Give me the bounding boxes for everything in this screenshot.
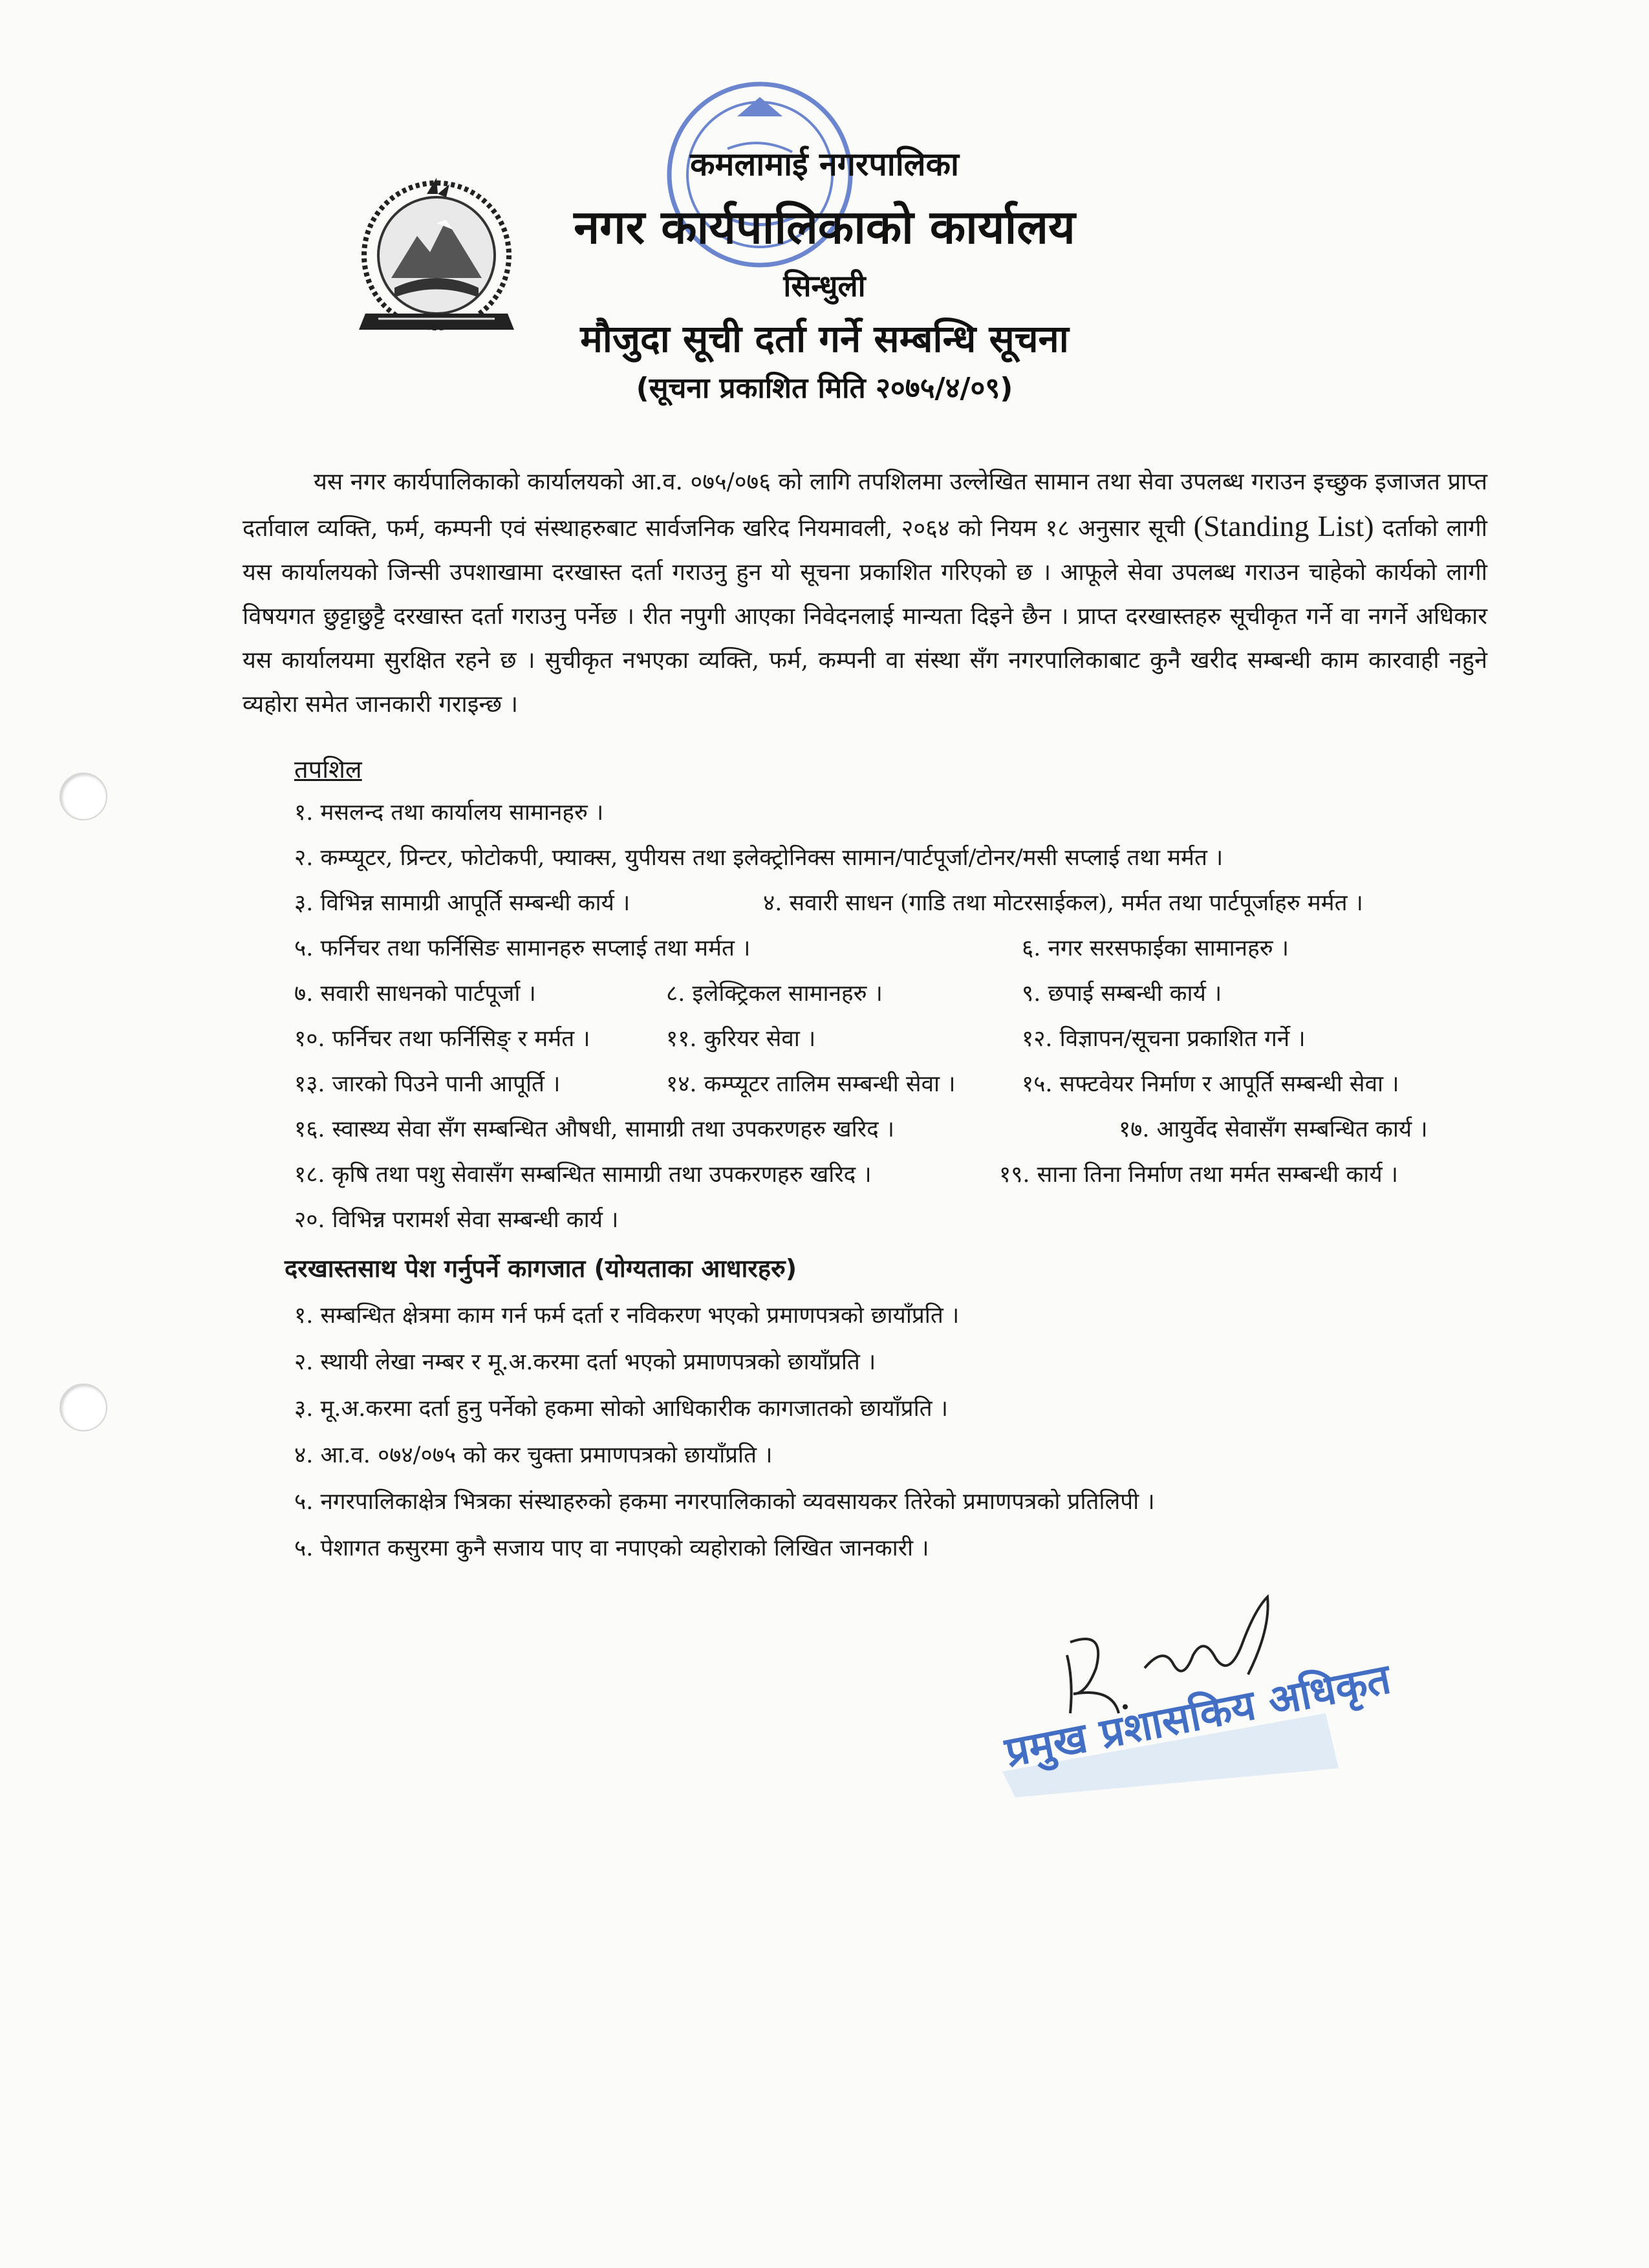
publish-date: (सूचना प्रकाशित मिति २०७५/४/०९) (636, 372, 1013, 405)
schedule-item: १२. विज्ञापन/सूचना प्रकाशित गर्ने । (1022, 1026, 1306, 1052)
document-item: २. स्थायी लेखा नम्बर र मू.अ.करमा दर्ता भएको प्रमाणपत्रको छायाँप्रति । (294, 1349, 876, 1375)
schedule-item: १६. स्वास्थ्य सेवा सँग सम्बन्धित औषधी, सामाग्री तथा उपकरणहरु खरिद । (294, 1117, 895, 1142)
notice-body (242, 460, 1487, 727)
schedule-item: ११. कुरियर सेवा । (666, 1026, 816, 1052)
schedule-item: १३. जारको पिउने पानी आपूर्ति । (294, 1071, 561, 1097)
schedule-item: २०. विभिन्न परामर्श सेवा सम्बन्धी कार्य । (294, 1207, 619, 1233)
notice-body-part-b: दर्ताको लागी यस कार्यालयको जिन्सी उपशाखामा दरखास्त दर्ता गराउनु हुन यो सूचना प्रकाशित गरिएको छ । आफूले सेवा उपलब्ध गराउन चाहेको कार्यको लागी विषयगत छुट्टाछुट्टै दरखास्त दर्ता गराउनु पर्नेछ । रीत नपुगी आएका निवेदनलाई मान्यता दिइने छैन । प्राप्त दरखास्तहरु सूचीकृत गर्ने वा नगर्ने अधिकार यस कार्यालयमा सुरक्षित रहने छ । सुचीकृत नभएका व्यक्ति, फर्म, कम्पनी वा संस्था सँग नगरपालिकाबाट कुनै खरीद सम्बन्धी काम कारवाही नहुने व्यहोरा समेत जानकारी गराइन्छ । (242, 515, 1487, 718)
schedule-item: ९. छपाई सम्बन्धी कार्य । (1022, 981, 1222, 1007)
schedule-item: १. मसलन्द तथा कार्यालय सामानहरु । (294, 800, 604, 826)
notice-body-part-a: यस नगर कार्यपालिकाको कार्यालयको आ.व. ०७५/०७६ को लागि तपशिलमा उल्लेखित सामान तथा सेवा उपलब्ध गराउन इच्छुक इजाजत प्राप्त दर्तावाल व्यक्ति, फर्म, कम्पनी एवं संस्थाहरुबाट सार्वजनिक खरिद नियमावली, २०६४ को नियम १८ अनुसार सूची (242, 469, 1487, 542)
document-item: ५. नगरपालिकाक्षेत्र भित्रका संस्थाहरुको हकमा नगरपालिकाको व्यवसायकर तिरेको प्रमाणपत्रको प्रतिलिपी । (294, 1489, 1155, 1515)
schedule-item: ६. नगर सरसफाईका सामानहरु । (1022, 936, 1289, 961)
document-item: ३. मू.अ.करमा दर्ता हुनु पर्नेको हकमा सोको आधिकारीक कागजातको छायाँप्रति । (294, 1396, 948, 1422)
schedule-item: ८. इलेक्ट्रिकल सामानहरु । (666, 981, 883, 1007)
schedule-item: १०. फर्निचर तथा फर्निसिङ् र मर्मत । (294, 1026, 590, 1052)
punch-hole-top (59, 773, 107, 820)
municipality-name: कमलामाई नगरपालिका (690, 145, 959, 183)
schedule-item: १४. कम्प्यूटर तालिम सम्बन्धी सेवा । (666, 1071, 956, 1097)
schedule-heading: तपशिल (294, 755, 362, 784)
schedule-item: ४. सवारी साधन (गाडि तथा मोटरसाईकल), मर्मत तथा पार्टपूर्जाहरु मर्मत । (763, 890, 1363, 916)
schedule-item: १५. सफ्टवेयर निर्माण र आपूर्ति सम्बन्धी सेवा । (1022, 1071, 1399, 1097)
document-item: १. सम्बन्धित क्षेत्रमा काम गर्न फर्म दर्ता र नविकरण भएको प्रमाणपत्रको छायाँप्रति । (294, 1303, 960, 1329)
schedule-item: १८. कृषि तथा पशु सेवासँग सम्बन्धित सामाग्री तथा उपकरणहरु खरिद । (294, 1162, 872, 1188)
standing-list-term: (Standing List) (1193, 509, 1374, 542)
schedule-item: ७. सवारी साधनको पार्टपूर्जा । (294, 981, 536, 1007)
schedule-item: १९. साना तिना निर्माण तथा मर्मत सम्बन्धी कार्य । (999, 1162, 1399, 1188)
notice-title: मौजुदा सूची दर्ता गर्ने सम्बन्धि सूचना (580, 317, 1069, 361)
office-name: नगर कार्यपालिकाको कार्यालय (574, 200, 1075, 254)
schedule-item: ५. फर्निचर तथा फर्निसिङ सामानहरु सप्लाई तथा मर्मत । (294, 936, 751, 961)
document-item: ४. आ.व. ०७४/०७५ को कर चुक्ता प्रमाणपत्रको छायाँप्रति । (294, 1442, 773, 1468)
schedule-item: ३. विभिन्न सामाग्री आपूर्ति सम्बन्धी कार्य । (294, 890, 630, 916)
schedule-item: २. कम्प्यूटर, प्रिन्टर, फोटोकपी, फ्याक्स, युपीयस तथा इलेक्ट्रोनिक्स सामान/पार्टपूर्जा/टोनर/मसी सप्लाई तथा मर्मत । (294, 845, 1223, 871)
stamp-title: प्रमुख प्रशासकिय अधिकृत (1001, 1655, 1395, 1777)
district-name: सिन्धुली (783, 268, 866, 303)
schedule-item: १७. आयुर्वेद सेवासँग सम्बन्धित कार्य । (1119, 1117, 1428, 1142)
document-item: ५. पेशागत कसुरमा कुनै सजाय पाए वा नपाएको व्यहोराको लिखित जानकारी । (294, 1535, 929, 1561)
documents-heading: दरखास्तसाथ पेश गर्नुपर्ने कागजात (योग्यताका आधारहरु) (285, 1254, 797, 1283)
punch-hole-bottom (59, 1384, 107, 1431)
